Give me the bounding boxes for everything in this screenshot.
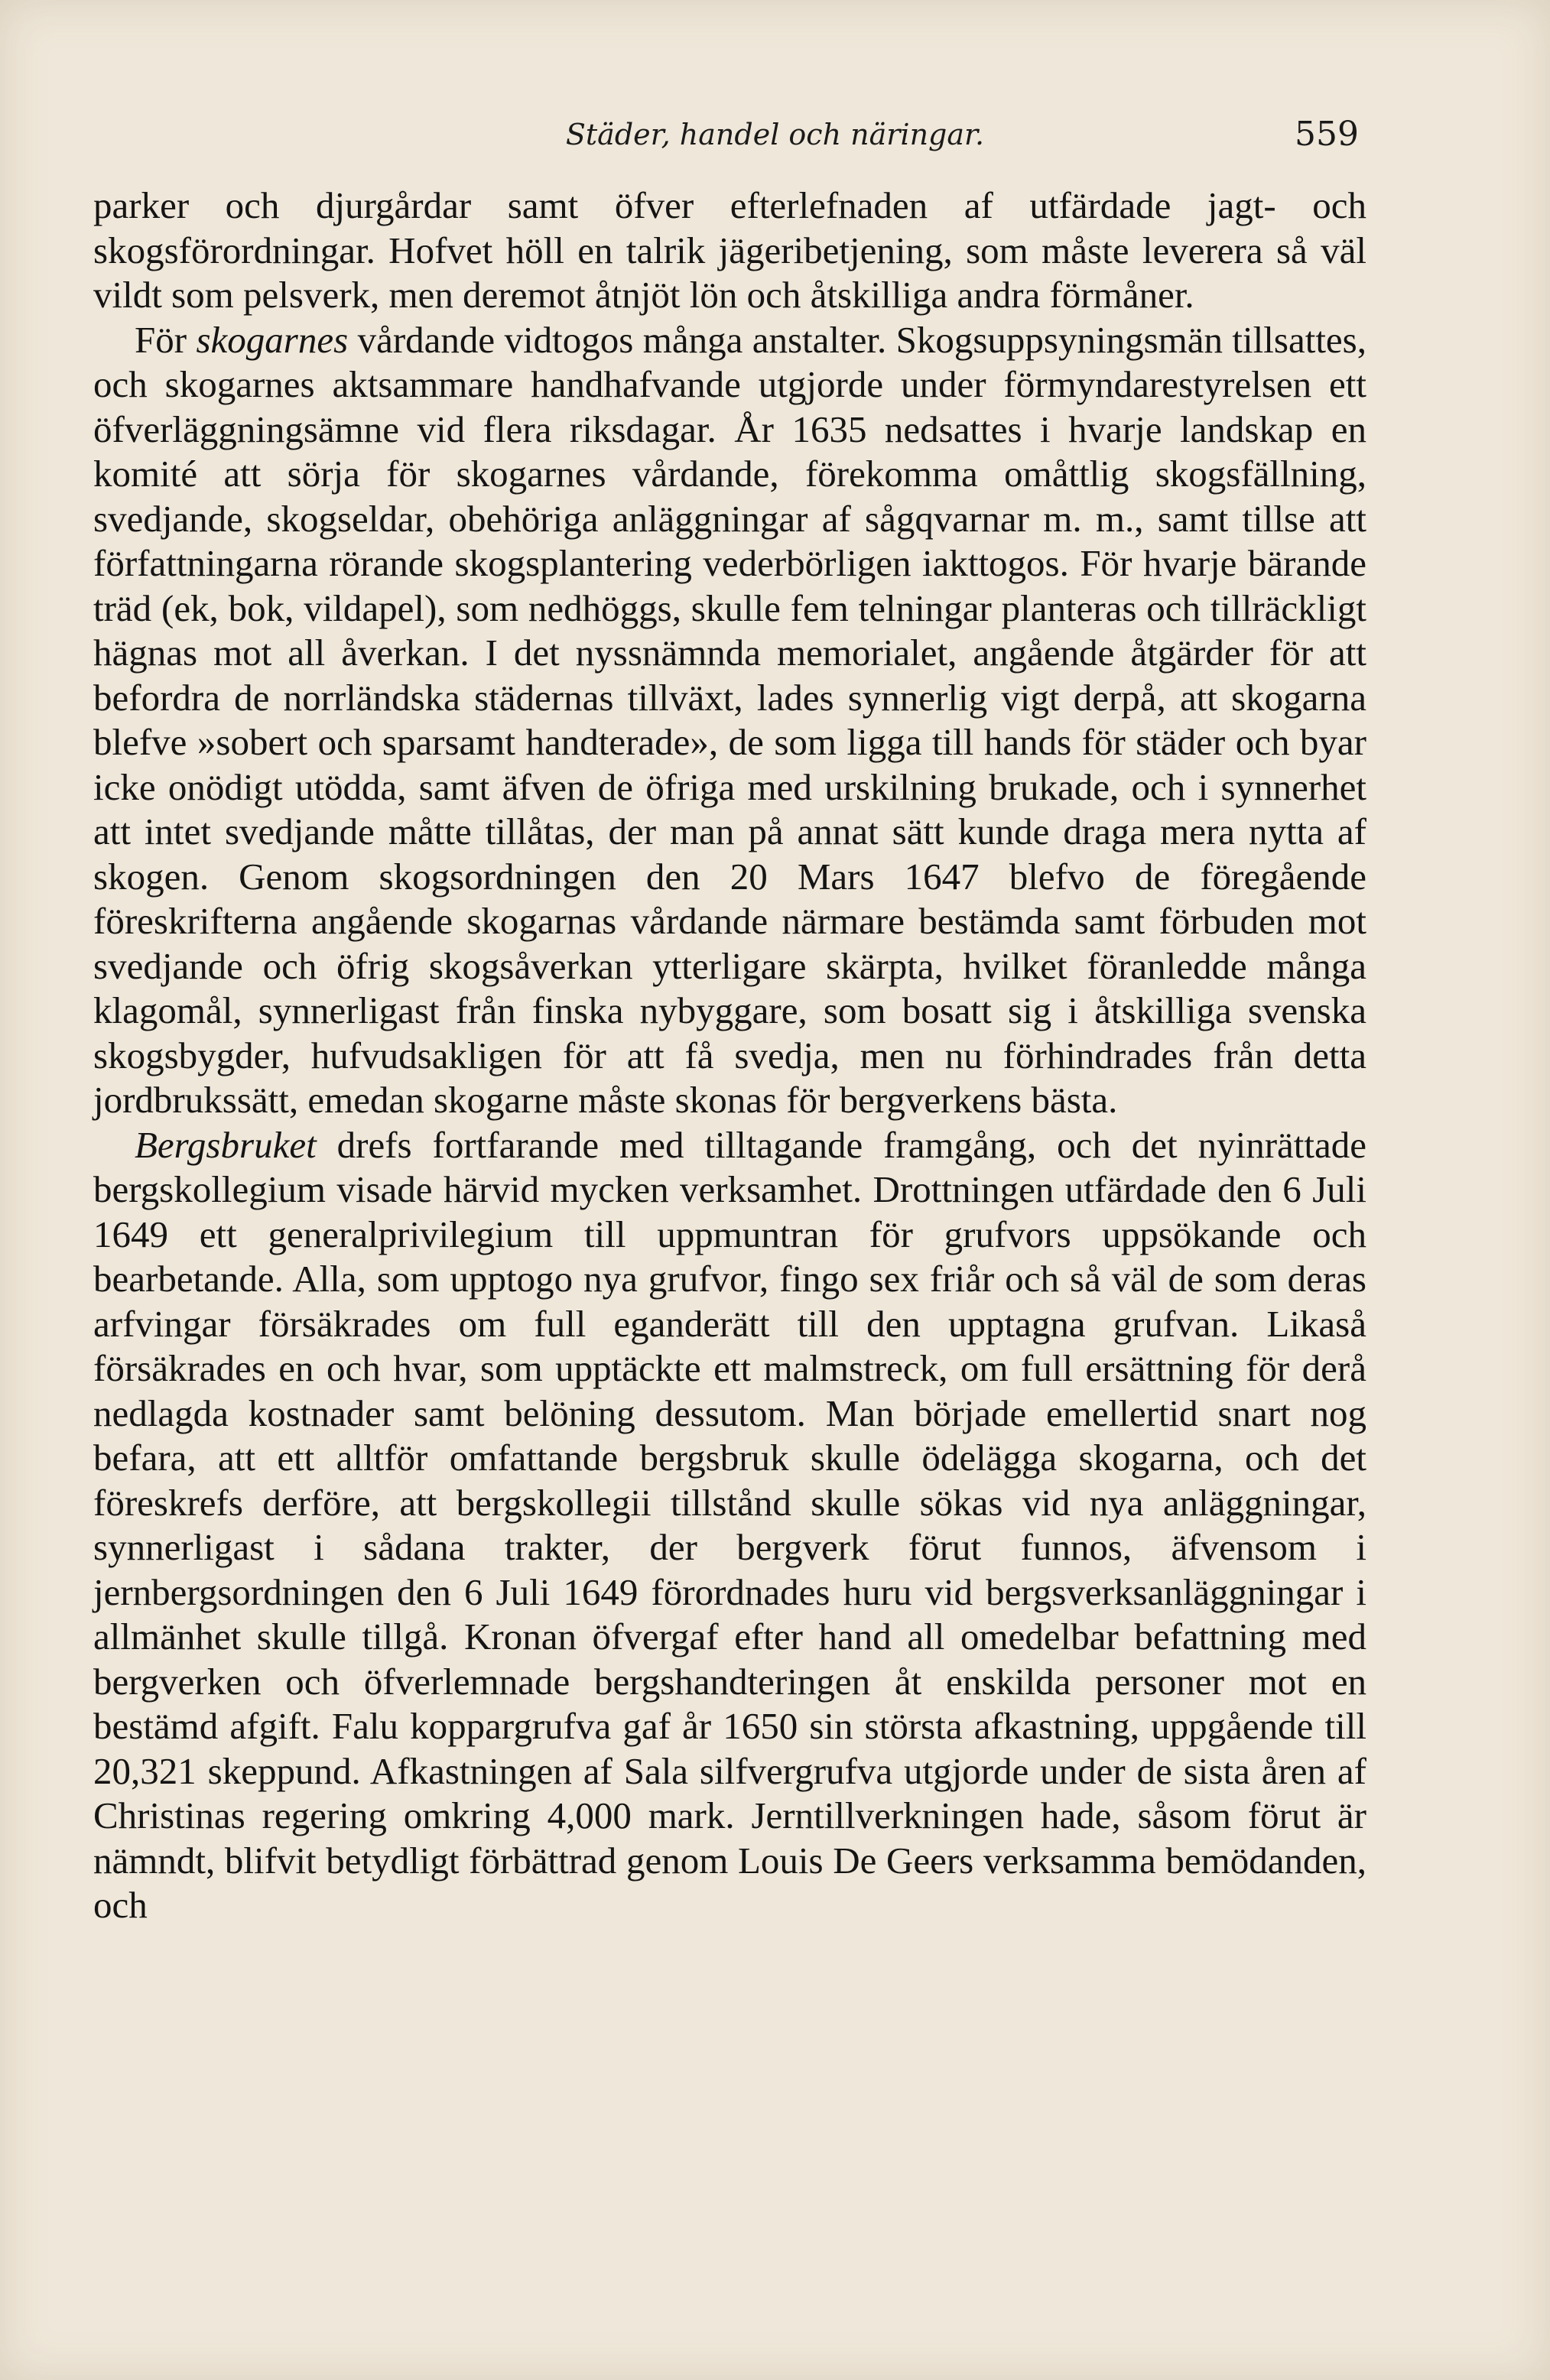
- running-head: [0, 115, 1550, 161]
- running-title: Städer, handel och näringar.: [565, 118, 985, 151]
- paragraph-1: [93, 183, 1366, 318]
- paragraph-2-lead: För: [135, 318, 197, 361]
- paragraph-3: [93, 1123, 1366, 1928]
- paragraph-2-text: vårdande vidtogos många anstalter. Skogsuppsyningsmän tillsattes, och skogarnes aktsammare handhafvande utgjorde under förmyndarestyrelsen ett öfverläggningsämne vid flera riksdagar. År 1635 nedsattes i hvarje landskap en komité att sörja för skogarnes vårdande, förekomma omåttlig skogsfällning, svedjande, skogseldar, obehöriga anläggningar af sågqvarnar m. m., samt tillse att författningarna rörande skogsplantering vederbörligen iakttogos. För hvarje bärande träd (ek, bok, vildapel), som nedhöggs, skulle fem telningar planteras och tillräckligt hägnas mot all åverkan. I det nyssnämnda memorialet, angående åtgärder för att befordra de norrländska städernas tillväxt, lades synnerlig vigt derpå, att skogarna blefve »sobert och sparsamt handterade», de som ligga till hands för städer och byar icke onödigt utödda, samt äfven de öfriga med urskilning brukade, och i synnerhet att intet svedjande måtte tillåtas, der man på annat sätt kunde draga mera nytta af skogen. Genom skogsordningen den 20 Mars 1647 blefvo de föregående föreskrifterna angående skogarnas vårdande närmare bestämda samt förbuden mot svedjande och öfrig skogsåverkan ytterligare skärpta, hvilket föranledde många klagomål, synnerligast från finska nybyggare, som bosatt sig i åtskilliga svenska skogsbygder, hufvudsakligen för att få svedja, men nu förhindrades från detta jordbrukssätt, emedan skogarne måste skonas för bergverkens bästa.: [93, 318, 1366, 1121]
- paragraph-3-text: drefs fortfarande med tilltagande framgång, och det nyinrättade bergskollegium visade härvid mycken verksamhet. Drottningen utfärdade den 6 Juli 1649 ett generalprivilegium till uppmuntran för grufvors uppsökande och bearbetande. Alla, som upptogo nya grufvor, fingo sex friår och så väl de som deras arfvingar försäkrades om full eganderätt till den upptagna grufvan. Likaså försäkrades en och hvar, som upptäckte ett malmstreck, om full ersättning för derå nedlagda kostnader samt belöning dessutom. Man började emellertid snart nog befara, att ett alltför omfattande bergsbruk skulle ödelägga skogarna, och det föreskrefs derföre, att bergskollegii tillstånd skulle sökas vid nya anläggningar, synnerligast i sådana trakter, der bergverk förut funnos, äfvensom i jernbergsordningen den 6 Juli 1649 förordnades huru vid bergsverksanläggningar i allmänhet skulle tillgå. Kronan öfvergaf efter hand all omedelbar befattning med bergverken och öfverlemnade bergshandteringen åt enskilda personer mot en bestämd afgift. Falu koppargrufva gaf år 1650 sin största afkastning, uppgående till 20,321 skeppund. Afkastningen af Sala silfvergrufva utgjorde under de sista åren af Christinas regering omkring 4,000 mark. Jerntillverkningen hade, såsom förut är nämndt, blifvit betydligt förbättrad genom Louis De Geers verksamma bemödanden, och: [93, 1123, 1366, 1926]
- paragraph-2: [93, 318, 1366, 1123]
- page-number: 559: [1295, 115, 1359, 154]
- paragraph-1-text: parker och djurgårdar samt öfver efterlefnaden af utfärdade jagt- och skogsförordningar. Hofvet höll en talrik jägeribetjening, som måste leverera så väl vildt som pelsverk, men deremot åtnjöt lön och åtskilliga andra förmåner.: [93, 184, 1366, 316]
- paragraph-2-emphasis: skogarnes: [196, 318, 349, 361]
- paragraph-3-emphasis: Bergsbruket: [135, 1123, 317, 1166]
- body-text: [93, 183, 1366, 1928]
